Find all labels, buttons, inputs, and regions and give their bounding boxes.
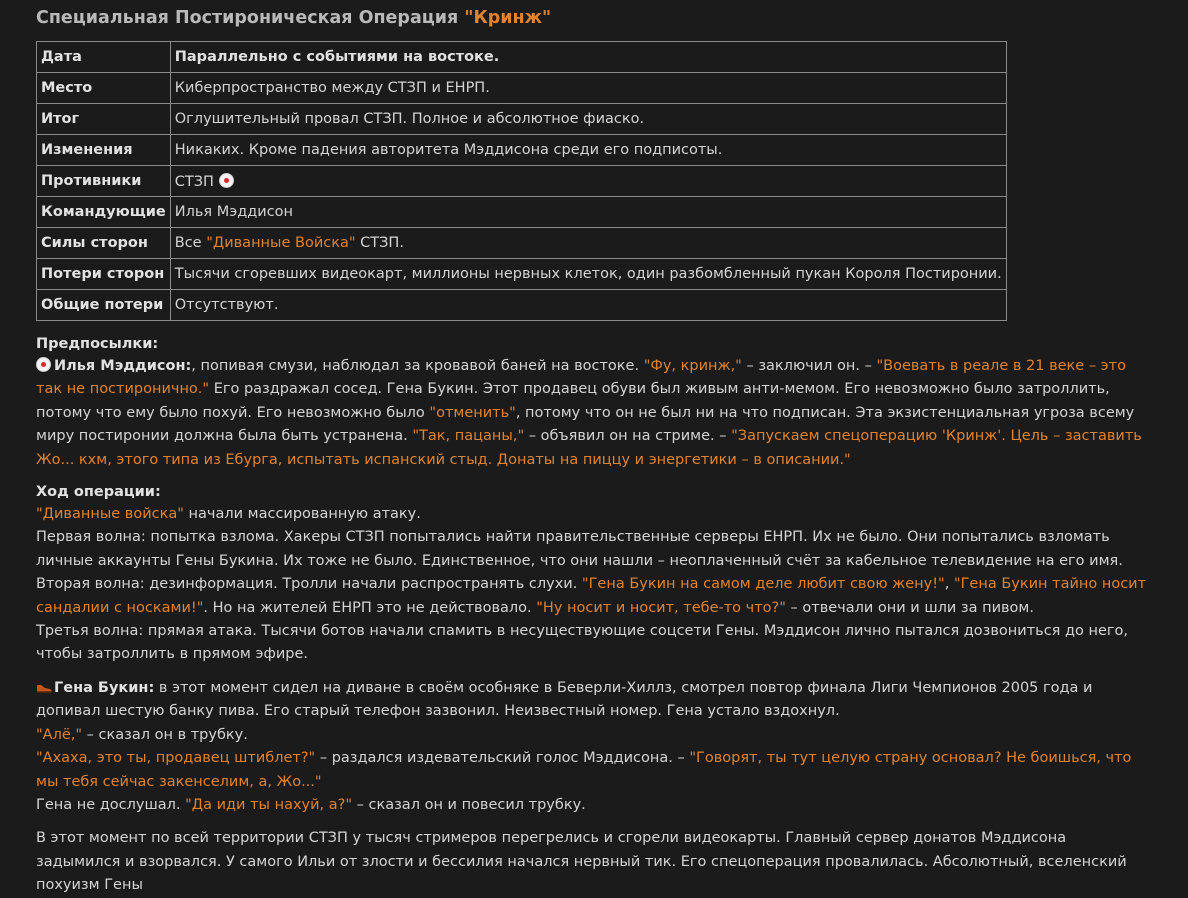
gena-line: [36, 794, 1152, 817]
course-line-4: Третья волна: прямая атака. Тысячи ботов начали спамить в несуществующие соцсети Гены. Мэддисон лично пытался дозвониться до него, чтобы затроллить в прямом эфире.: [36, 623, 1129, 663]
infobox-value: Илья Мэддисон: [170, 197, 1006, 228]
course-text: Вторая волна: дезинформация. Тролли начали распространять слухи.: [36, 576, 578, 593]
gena-text: – сказал он и повесил трубку.: [356, 796, 586, 813]
course-line-3: [36, 573, 1152, 620]
infobox-value-pre: Все: [174, 235, 202, 251]
quote: "Ахаха, это ты, продавец штиблет?": [36, 750, 316, 767]
infobox-value: Никаких. Кроме падения авторитета Мэддисона среди его подписоты.: [170, 135, 1006, 166]
ending-paragraph: В этот момент по всей территории СТЗП у тысяч стримеров перегрелись и сгорели видеокарты. Главный сервер донатов Мэддисона задымился и взорвался. У самого Ильи от злости и бессилия начался нервный тик. Его спецоперация провалилась. Абсолютный, вселенский похуизм Гены: [36, 830, 1127, 894]
course-text: ,: [944, 576, 950, 593]
prereq-text: Его раздражал сосед. Гена Букин. Этот продавец обуви был живым анти-мемом. Его невозможно было затроллить, потому что ему было похуй. Его невозможно было: [36, 381, 1110, 421]
quote: "Воевать в реале в 21 веке – это так не постиронично.": [36, 358, 1126, 398]
course-text: начали массированную атаку.: [188, 506, 421, 523]
couch-troops-link[interactable]: "Диванные войска": [36, 506, 184, 523]
infobox-key: Дата: [37, 42, 171, 73]
gena-text: – сказал он в трубку.: [86, 726, 248, 743]
speaker-maddison: Илья Мэддисон:: [54, 358, 192, 374]
clown-face-icon: [36, 357, 51, 372]
quote: "Гена Букин тайно носит сандалии с носками!": [36, 576, 1147, 616]
infobox-key: Общие потери: [37, 290, 171, 321]
course-text: . Но на жителей ЕНРП это не действовало.: [203, 599, 532, 616]
title-prefix: Специальная Постироническая Операция: [36, 8, 459, 28]
course-text: – отвечали они и шли за пивом.: [790, 599, 1034, 616]
infobox-row-changes: [37, 135, 1007, 166]
infobox-row-place: [37, 73, 1007, 104]
quote: "Да иди ты нахуй, а?": [185, 796, 353, 813]
infobox-key: Потери сторон: [37, 259, 171, 290]
infobox-value-cell: [170, 228, 1006, 259]
infobox-row-total: [37, 290, 1007, 321]
infobox-value: СТЗП: [174, 173, 214, 190]
quote: "Фу, кринж,": [643, 358, 742, 374]
clown-face-icon: [219, 173, 234, 188]
couch-troops-link[interactable]: "Диванные Войска": [206, 235, 356, 251]
infobox-row-result: [37, 104, 1007, 135]
infobox-row-opponents: [37, 166, 1007, 197]
page-title: [36, 8, 1152, 28]
gena-text: – раздался издевательский голос Мэддисона. –: [319, 750, 685, 767]
infobox-key: Противники: [37, 166, 171, 197]
quote: "Алё,": [36, 726, 83, 743]
prereq-text: , попивая смузи, наблюдал за кровавой баней на востоке.: [191, 358, 640, 374]
prereq-heading: Предпосылки:: [36, 336, 159, 352]
quote: "Так, пацаны,": [412, 428, 525, 445]
quote: "Запускаем спецоперацию 'Кринж'. Цель – заставить Жо... кхм, этого типа из Ебурга, испытать испанский стыд. Донаты на пиццу и энергетики – в описании.": [36, 428, 1142, 468]
infobox-key: Итог: [37, 104, 171, 135]
course-heading: Ход операции:: [36, 484, 161, 501]
infobox-key: Изменения: [37, 135, 171, 166]
infobox-value: Тысячи сгоревших видеокарт, миллионы нервных клеток, один разбомбленный пукан Короля Постиронии.: [170, 259, 1006, 290]
speaker-gena: Гена Букин:: [54, 679, 155, 696]
gena-line: [36, 747, 1152, 794]
gena-paragraph: [36, 677, 1152, 724]
infobox-key: Командующие: [37, 197, 171, 228]
prereq-text: – заключил он. –: [746, 358, 872, 374]
prereq-text: – объявил он на стриме. –: [528, 428, 727, 445]
gena-text: Гена не дослушал.: [36, 796, 181, 813]
infobox-row-commanders: [37, 197, 1007, 228]
infobox-value-post: СТЗП.: [360, 235, 404, 251]
infobox-value: Параллельно с событиями на востоке.: [170, 42, 1006, 73]
quote: "Говорят, ты тут целую страну основал? Не боишься, что мы тебя сейчас закенселим, а, Жо...": [36, 750, 1132, 790]
gena-text: в этот момент сидел на диване в своём особняке в Беверли-Хиллз, смотрел повтор финала Лиги Чемпионов 2005 года и допивал шестую банку пива. Его старый телефон зазвонил. Неизвестный номер. Гена устало вздохнул.: [36, 679, 1093, 720]
infobox-row-date: [37, 42, 1007, 73]
quote: "отменить": [429, 404, 516, 421]
infobox-key: Место: [37, 73, 171, 104]
quote: "Гена Букин на самом деле любит свою жену!": [581, 576, 945, 593]
infobox-key: Силы сторон: [37, 228, 171, 259]
gena-line: [36, 724, 1152, 747]
quote: "Ну носит и носит, тебе-то что?": [536, 599, 786, 616]
infobox-row-forces: [37, 228, 1007, 259]
prereq-text: , потому что он не был ни на что подписан. Эта экзистенциальная угроза всему миру постиронии должна была быть устранена.: [36, 404, 1135, 445]
infobox-value: Киберпространство между СТЗП и ЕНРП.: [170, 73, 1006, 104]
shoe-icon: [36, 679, 51, 694]
course-line-1: [36, 503, 1152, 526]
infobox-value: Оглушительный провал СТЗП. Полное и абсолютное фиаско.: [170, 104, 1006, 135]
prereq-paragraph: [36, 355, 1152, 472]
infobox-value: Отсутствуют.: [170, 290, 1006, 321]
infobox-value-cell: [170, 166, 1006, 197]
infobox-table: [36, 41, 1007, 321]
course-line-2: Первая волна: попытка взлома. Хакеры СТЗП попытались найти правительственные серверы ЕНРП. Их не было. Они попытались взломать личные аккаунты Гены Букина. Их тоже не было. Единственное, что они нашли – неоплаченный счёт за кабельное телевидение на его имя.: [36, 529, 1123, 569]
title-name-link[interactable]: "Кринж": [464, 8, 552, 28]
infobox-row-losses: [37, 259, 1007, 290]
